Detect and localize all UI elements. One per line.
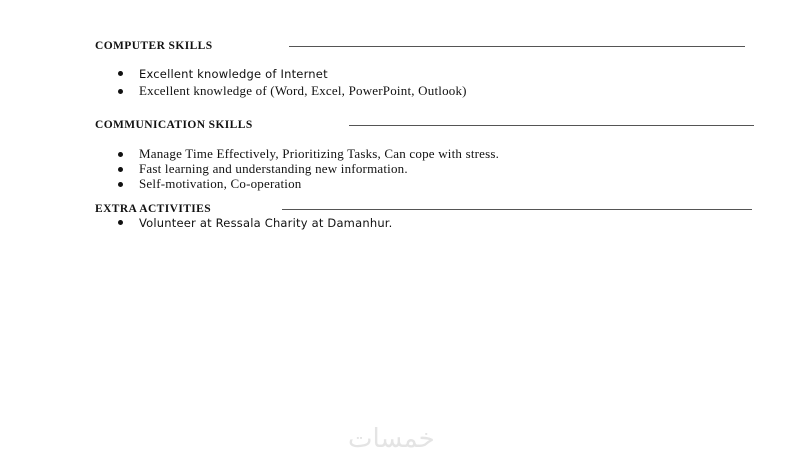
list-item — [118, 83, 467, 98]
bullet-icon — [118, 152, 123, 157]
bullet-icon — [118, 71, 123, 76]
list-item — [118, 176, 302, 191]
list-item — [118, 146, 499, 161]
bullet-icon — [118, 89, 123, 94]
bullet-icon — [118, 167, 123, 172]
section-divider-extra-activities — [282, 209, 752, 210]
section-divider-computer-skills — [289, 46, 745, 47]
list-item-text: Fast learning and understanding new information. — [139, 161, 408, 176]
list-item — [118, 161, 408, 176]
list-item-text: Volunteer at Ressala Charity at Damanhur. — [139, 216, 393, 230]
list-item-text: Self-motivation, Co-operation — [139, 176, 302, 191]
list-item-text: Excellent knowledge of Internet — [139, 67, 328, 81]
bullet-icon — [118, 182, 123, 187]
bullet-icon — [118, 220, 123, 225]
list-item-text: Excellent knowledge of (Word, Excel, PowerPoint, Outlook) — [139, 83, 467, 98]
list-item — [118, 216, 393, 231]
section-divider-communication-skills — [349, 125, 754, 126]
section-title-computer-skills: COMPUTER SKILLS — [95, 40, 213, 52]
watermark-logo: خمسات — [348, 424, 435, 454]
section-title-communication-skills: COMMUNICATION SKILLS — [95, 119, 253, 131]
list-item-text: Manage Time Effectively, Prioritizing Tasks, Can cope with stress. — [139, 146, 500, 161]
section-title-extra-activities: EXTRA ACTIVITIES — [95, 203, 212, 215]
list-item — [118, 67, 328, 82]
